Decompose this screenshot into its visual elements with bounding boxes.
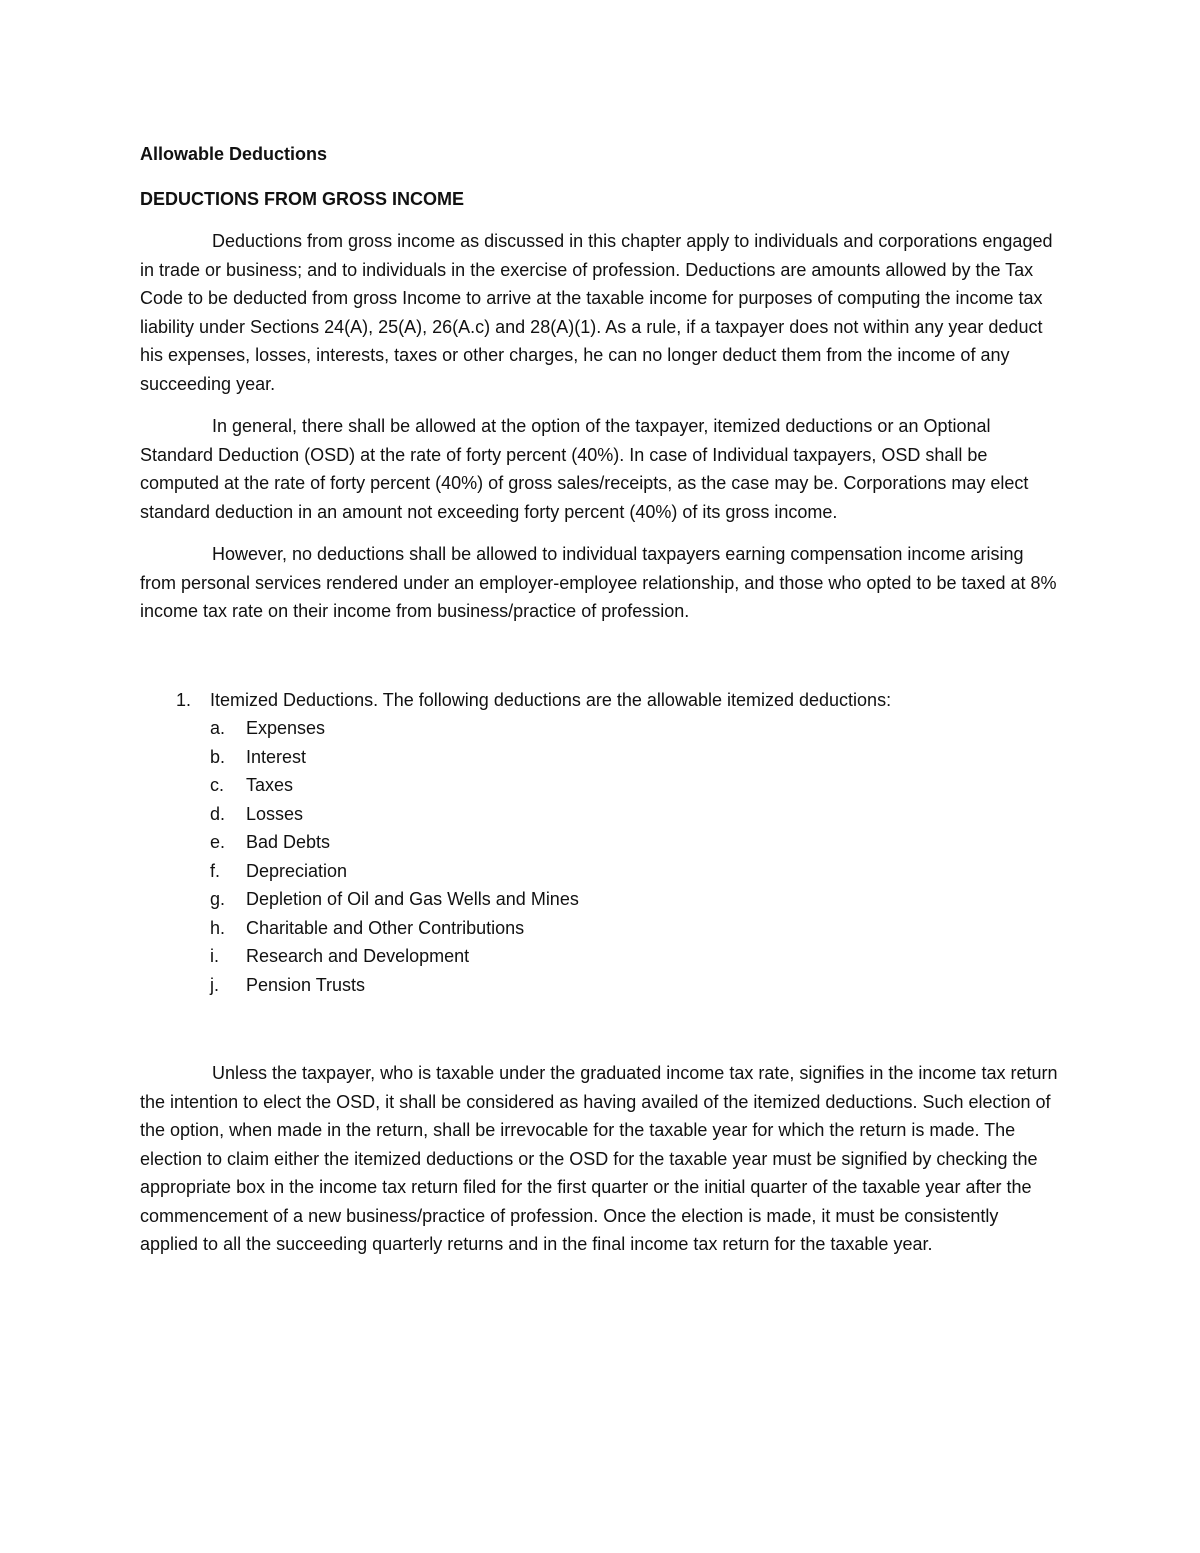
list-letter: b. — [210, 746, 226, 767]
itemized-deductions-list — [140, 686, 1060, 1000]
list-letter: j. — [210, 974, 219, 995]
list-item-text: Expenses — [246, 718, 326, 738]
list-item-text: Itemized Deductions. The following deductions are the allowable itemized deductions: — [210, 689, 892, 710]
list-item — [210, 914, 1060, 943]
list-item — [210, 971, 1060, 1000]
list-letter: e. — [210, 832, 226, 852]
list-item-text: Bad Debts — [246, 832, 331, 852]
list-letter: f. — [210, 860, 221, 881]
list-item-text: Charitable and Other Contributions — [246, 917, 525, 938]
list-item-text: Losses — [246, 803, 304, 824]
section-heading: DEDUCTIONS FROM GROSS INCOME — [140, 188, 465, 209]
list-letter: i. — [210, 946, 219, 966]
list-item-text: Research and Development — [246, 946, 470, 966]
list-item — [210, 942, 1060, 971]
list-item-text: Depreciation — [246, 860, 348, 881]
sub-list — [140, 714, 1060, 999]
list-item — [210, 714, 1060, 743]
list-item-text: Pension Trusts — [246, 974, 366, 995]
list-item — [210, 828, 1060, 857]
list-letter: c. — [210, 775, 225, 795]
list-letter: g. — [210, 889, 226, 909]
paragraph-election-of-osd: Unless the taxpayer, who is taxable under the graduated income tax rate, signifies in the income tax return the intention to elect the OSD, it shall be considered as having availed of the itemized deductions. Such election of the option, when made in the return, shall be irrevocable for the taxable year for which the return is made. The election to claim either the itemized deductions or the OSD for the taxable year must be signified by checking the appropriate box in the income tax return filed for the first quarter or the initial quarter of the taxable year after the commencement of a new business/practice of profession. Once the election is made, it must be consistently applied to all the succeeding quarterly returns and in the final income tax return for the taxable year. — [140, 1063, 1058, 1254]
paragraph-deductions-intro: Deductions from gross income as discussed in this chapter apply to individuals and corporations engaged in trade or business; and to individuals in the exercise of profession. Deductions are amounts allowed by the Tax Code to be deducted from gross Income to arrive at the taxable income for purposes of computing the income tax liability under Sections 24(A), 25(A), 26(A.c) and 28(A)(1). As a rule, if a taxpayer does not within any year deduct his expenses, losses, interests, taxes or other charges, he can no longer deduct them from the income of any succeeding year. — [140, 231, 1053, 394]
list-item-itemized-deductions — [140, 686, 1060, 715]
list-number: 1. — [176, 689, 192, 710]
paragraph-no-deductions: However, no deductions shall be allowed to individual taxpayers earning compensation income arising from personal services rendered under an employer-employee relationship, and those who opted to be taxed at 8% income tax rate on their income from business/practice of profession. — [140, 544, 1057, 621]
list-letter: h. — [210, 917, 226, 938]
list-item-text: Depletion of Oil and Gas Wells and Mines — [246, 889, 579, 909]
list-item-text: Interest — [246, 746, 307, 767]
list-letter: a. — [210, 718, 226, 738]
paragraph-osd-option: In general, there shall be allowed at the option of the taxpayer, itemized deductions or an Optional Standard Deduction (OSD) at the rate of forty percent (40%). In case of Individual taxpayers, OSD shall be computed at the rate of forty percent (40%) of gross sales/receipts, as the case may be. Corporations may elect standard deduction in an amount not exceeding forty percent (40%) of its gross income. — [140, 416, 1029, 522]
list-item — [210, 771, 1060, 800]
list-item — [210, 885, 1060, 914]
document-page — [140, 140, 1060, 1273]
document-title: Allowable Deductions — [140, 144, 328, 164]
list-letter: d. — [210, 803, 226, 824]
list-item-text: Taxes — [246, 775, 294, 795]
list-item — [210, 743, 1060, 772]
list-item — [210, 857, 1060, 886]
list-item — [210, 800, 1060, 829]
